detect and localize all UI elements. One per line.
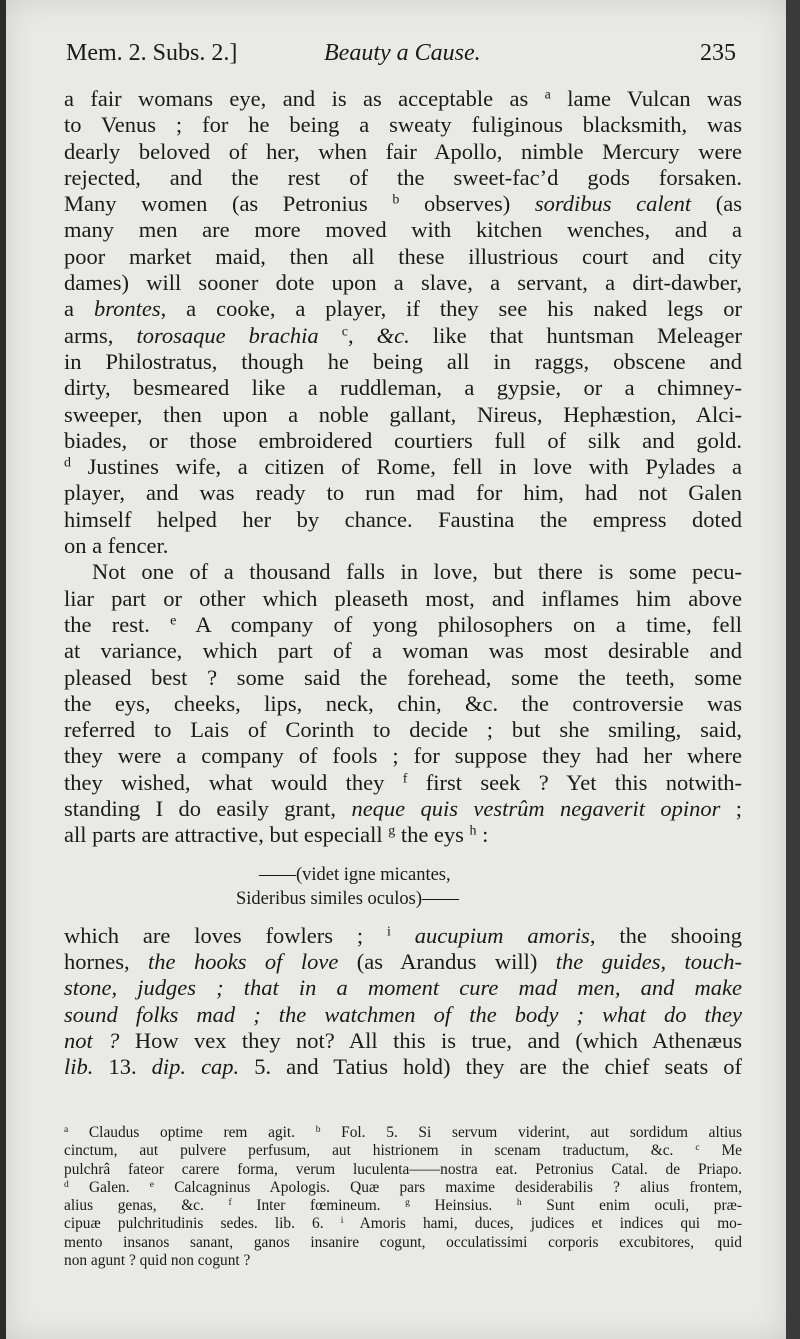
body-line: at variance, which part of a woman was most desirable and (64, 638, 742, 664)
footnote-line: $^a$ Claudus optime rem agit. $^b$ Fol. 5. Si servum viderint, aut sordidum altius (64, 1123, 742, 1141)
running-title: Beauty a Cause. (324, 40, 481, 66)
body-line: they were a company of fools ; for suppose they had her where (64, 743, 742, 769)
continuation-paragraph (64, 923, 742, 1081)
body-line: the eys, cheeks, lips, neck, chin, &c. the controversie was (64, 690, 742, 716)
body-line: stone, judges ; that in a moment cure mad men, and make (64, 975, 742, 1001)
body-line: Many women (as Petronius $^b$ observes) sordibus calent (as (64, 191, 742, 217)
running-header (66, 40, 736, 74)
page-number: 235 (700, 40, 736, 66)
body-line: a fair womans eye, and is as acceptable as $^a$ lame Vulcan was (64, 86, 743, 111)
body-line: standing I do easily grant, neque quis vestrûm negaverit opinor ; (64, 796, 742, 822)
body-line: the rest. $^e$ A company of yong philosophers on a time, fell (64, 611, 742, 637)
body-line: many men are more moved with kitchen wenches, and a (64, 217, 742, 243)
body-line: on a fencer. (64, 533, 169, 559)
body-line: sweeper, then upon a noble gallant, Nireus, Hephæstion, Alci- (64, 401, 742, 427)
body-line: in Philostratus, though he being all in raggs, obscene and (64, 348, 742, 374)
footnote-line: cinctum, aut pulvere perfusum, aut histrionem in scenam traductum, &c. $^c$ Me (64, 1142, 742, 1160)
footnote-line: alius genas, &c. $^f$ Inter fœmineum. $^g$ Heinsius. $^h$ Sunt enim oculi, præ- (64, 1196, 742, 1215)
footnote-line: $^d$ Galen. $^e$ Calcagninus Apologis. Quæ pars maxime desiderabilis ? alius frontem, (64, 1178, 742, 1196)
footnote-line: mento insanos sanant, ganos insanire cogunt, occulatissimi corporis excubitores, quid (64, 1233, 742, 1251)
body-line: to Venus ; for he being a sweaty fuliginous blacksmith, was (64, 112, 742, 138)
body-line: Not one of a thousand falls in love, but there is some pecu- (92, 559, 742, 585)
body-line: rejected, and the rest of the sweet-fac’d gods forsaken. (64, 164, 742, 190)
body-line: hornes, the hooks of love (as Arandus will) the guides, touch- (64, 948, 742, 974)
book-page (6, 0, 786, 1339)
body-line: they wished, what would they $^f$ first seek ? Yet this notwith- (64, 769, 742, 795)
footnote-line: non agunt ? quid non cogunt ? (64, 1252, 251, 1270)
body-paragraphs (64, 86, 742, 849)
quote-line: Sideribus similes oculos)—— (236, 888, 460, 909)
body-line: lib. 13. dip. cap. 5. and Tatius hold) they are the chief seats of (64, 1054, 742, 1080)
body-line: arms, torosaque brachia $^c$, &c. like that huntsman Meleager (64, 322, 742, 348)
footnotes (64, 1124, 742, 1270)
footnote-line: cipuæ pulchritudinis sedes. lib. 6. $^i$ Amoris hami, duces, judices et indices qui mo- (64, 1215, 742, 1233)
body-line: dearly beloved of her, when fair Apollo, nimble Mercury were (64, 138, 742, 164)
body-line: liar part or other which pleaseth most, and inflames him above (64, 585, 742, 611)
verse-quotation (64, 863, 742, 911)
body-line: not ? How vex they not? All this is true, and (which Athenæus (64, 1027, 742, 1053)
main-text (64, 86, 742, 1080)
body-line: poor market maid, then all these illustrious court and city (64, 243, 742, 269)
spacer (64, 849, 742, 863)
body-line: a brontes, a cooke, a player, if they see his naked legs or (64, 296, 742, 322)
section-reference: Mem. 2. Subs. 2.] (66, 40, 238, 66)
body-line: sound folks mad ; the watchmen of the body ; what do they (64, 1001, 742, 1027)
footnote-lines (64, 1124, 742, 1270)
footnote-line: pulchrâ fateor carere forma, verum luculenta——nostra eat. Petronius Catal. de Priapo. (64, 1160, 742, 1178)
spacer (64, 911, 742, 923)
body-line: dirty, besmeared like a ruddleman, a gypsie, or a chimney- (64, 375, 742, 401)
quote-line: ——(videt igne micantes, (259, 864, 451, 885)
scan-edge (786, 0, 800, 1339)
body-line: biades, or those embroidered courtiers full of silk and gold. (64, 427, 742, 453)
body-line: which are loves fowlers ; $^i$ aucupium amoris, the shooing (64, 922, 743, 948)
body-line: himself helped her by chance. Faustina the empress doted (64, 506, 742, 532)
body-line: $^d$ Justines wife, a citizen of Rome, fell in love with Pylades a (64, 454, 742, 480)
body-line: dames) will sooner dote upon a slave, a servant, a dirt-dawber, (64, 270, 742, 296)
body-line: referred to Lais of Corinth to decide ; but she smiling, said, (64, 717, 742, 743)
body-line: player, and was ready to run mad for him, had not Galen (64, 480, 742, 506)
body-line: all parts are attractive, but especiall $^g$ the eys $^h$ : (64, 822, 489, 848)
body-line: pleased best ? some said the forehead, some the teeth, some (64, 664, 742, 690)
